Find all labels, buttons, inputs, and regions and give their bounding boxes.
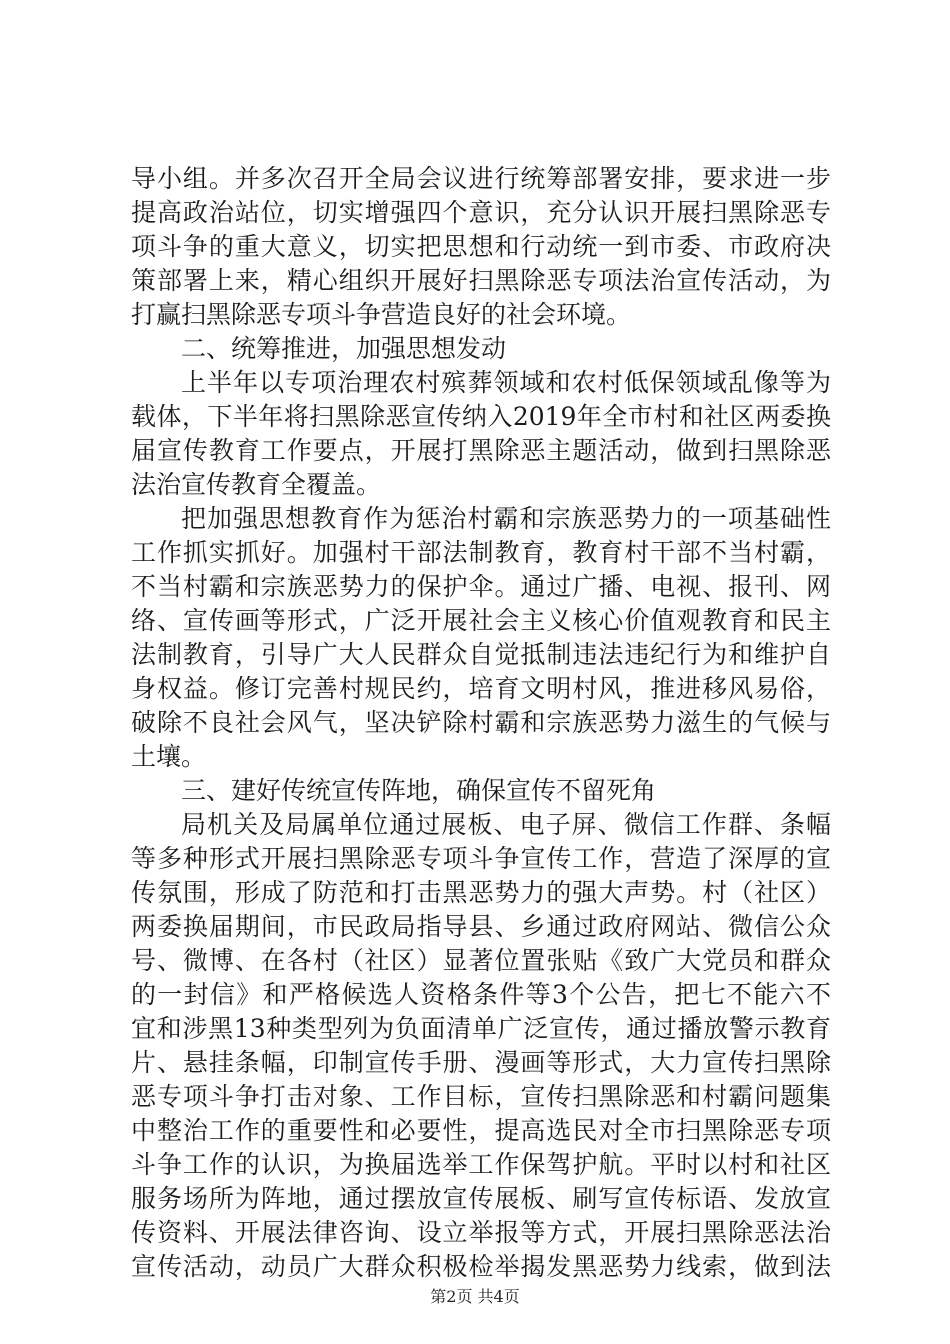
- text-line: 三、建好传统宣传阵地，确保宣传不留死角: [181, 776, 657, 805]
- text-line: 打赢扫黑除恶专项斗争营造良好的社会环境。: [131, 300, 632, 329]
- text-line: 等多种形式开展扫黑除恶专项斗争宣传工作，营造了深厚的宣: [131, 844, 831, 873]
- text-line: 宣传活动，动员广大群众积极检举揭发黑恶势力线索，做到法: [131, 1252, 831, 1281]
- text-line: 宜和涉黑13种类型列为负面清单广泛宣传，通过播放警示教育: [131, 1014, 831, 1043]
- text-line: 的一封信》和严格候选人资格条件等3个公告，把七不能六不: [131, 980, 831, 1009]
- text-line: 载体，下半年将扫黑除恶宣传纳入2019年全市村和社区两委换: [131, 402, 831, 431]
- text-line: 局机关及局属单位通过展板、电子屏、微信工作群、条幅: [181, 810, 831, 839]
- document-body: [131, 162, 831, 1284]
- text-line: 工作抓实抓好。加强村干部法制教育，教育村干部不当村霸，: [131, 538, 831, 567]
- text-line: 提高政治站位，切实增强四个意识，充分认识开展扫黑除恶专: [131, 198, 831, 227]
- text-line: 破除不良社会风气，坚决铲除村霸和宗族恶势力滋生的气候与: [131, 708, 831, 737]
- text-line: 两委换届期间，市民政局指导县、乡通过政府网站、微信公众: [131, 912, 831, 941]
- text-line: 传氛围，形成了防范和打击黑恶势力的强大声势。村（社区）: [131, 878, 831, 907]
- text-line: 斗争工作的认识，为换届选举工作保驾护航。平时以村和社区: [131, 1150, 831, 1179]
- text-line: 身权益。修订完善村规民约，培育文明村风，推进移风易俗，: [131, 674, 831, 703]
- text-line: 法治宣传教育全覆盖。: [131, 470, 382, 499]
- text-line: 服务场所为阵地，通过摆放宣传展板、刷写宣传标语、发放宣: [131, 1184, 831, 1213]
- text-line: 届宣传教育工作要点，开展打黑除恶主题活动，做到扫黑除恶: [131, 436, 831, 465]
- page-footer: 第2页 共4页: [430, 1287, 520, 1306]
- text-line: 把加强思想教育作为惩治村霸和宗族恶势力的一项基础性: [181, 504, 831, 533]
- text-line: 中整治工作的重要性和必要性，提高选民对全市扫黑除恶专项: [131, 1116, 831, 1145]
- text-line: 导小组。并多次召开全局会议进行统筹部署安排，要求进一步: [131, 164, 831, 193]
- text-line: 土壤。: [131, 742, 207, 771]
- text-line: 项斗争的重大意义，切实把思想和行动统一到市委、市政府决: [131, 232, 831, 261]
- text-line: 不当村霸和宗族恶势力的保护伞。通过广播、电视、报刊、网: [131, 572, 831, 601]
- text-line: 法制教育，引导广大人民群众自觉抵制违法违纪行为和维护自: [131, 640, 831, 669]
- text-line: 二、统筹推进，加强思想发动: [181, 334, 507, 363]
- text-line: 号、微博、在各村（社区）显著位置张贴《致广大党员和群众: [131, 946, 831, 975]
- text-line: 络、宣传画等形式，广泛开展社会主义核心价值观教育和民主: [131, 606, 831, 635]
- text-line: 恶专项斗争打击对象、工作目标，宣传扫黑除恶和村霸问题集: [131, 1082, 831, 1111]
- text-line: 上半年以专项治理农村殡葬领域和农村低保领域乱像等为: [181, 368, 831, 397]
- text-line: 传资料、开展法律咨询、设立举报等方式，开展扫黑除恶法治: [131, 1218, 831, 1247]
- text-line: 片、悬挂条幅，印制宣传手册、漫画等形式，大力宣传扫黑除: [131, 1048, 831, 1077]
- text-line: 策部署上来，精心组织开展好扫黑除恶专项法治宣传活动，为: [131, 266, 831, 295]
